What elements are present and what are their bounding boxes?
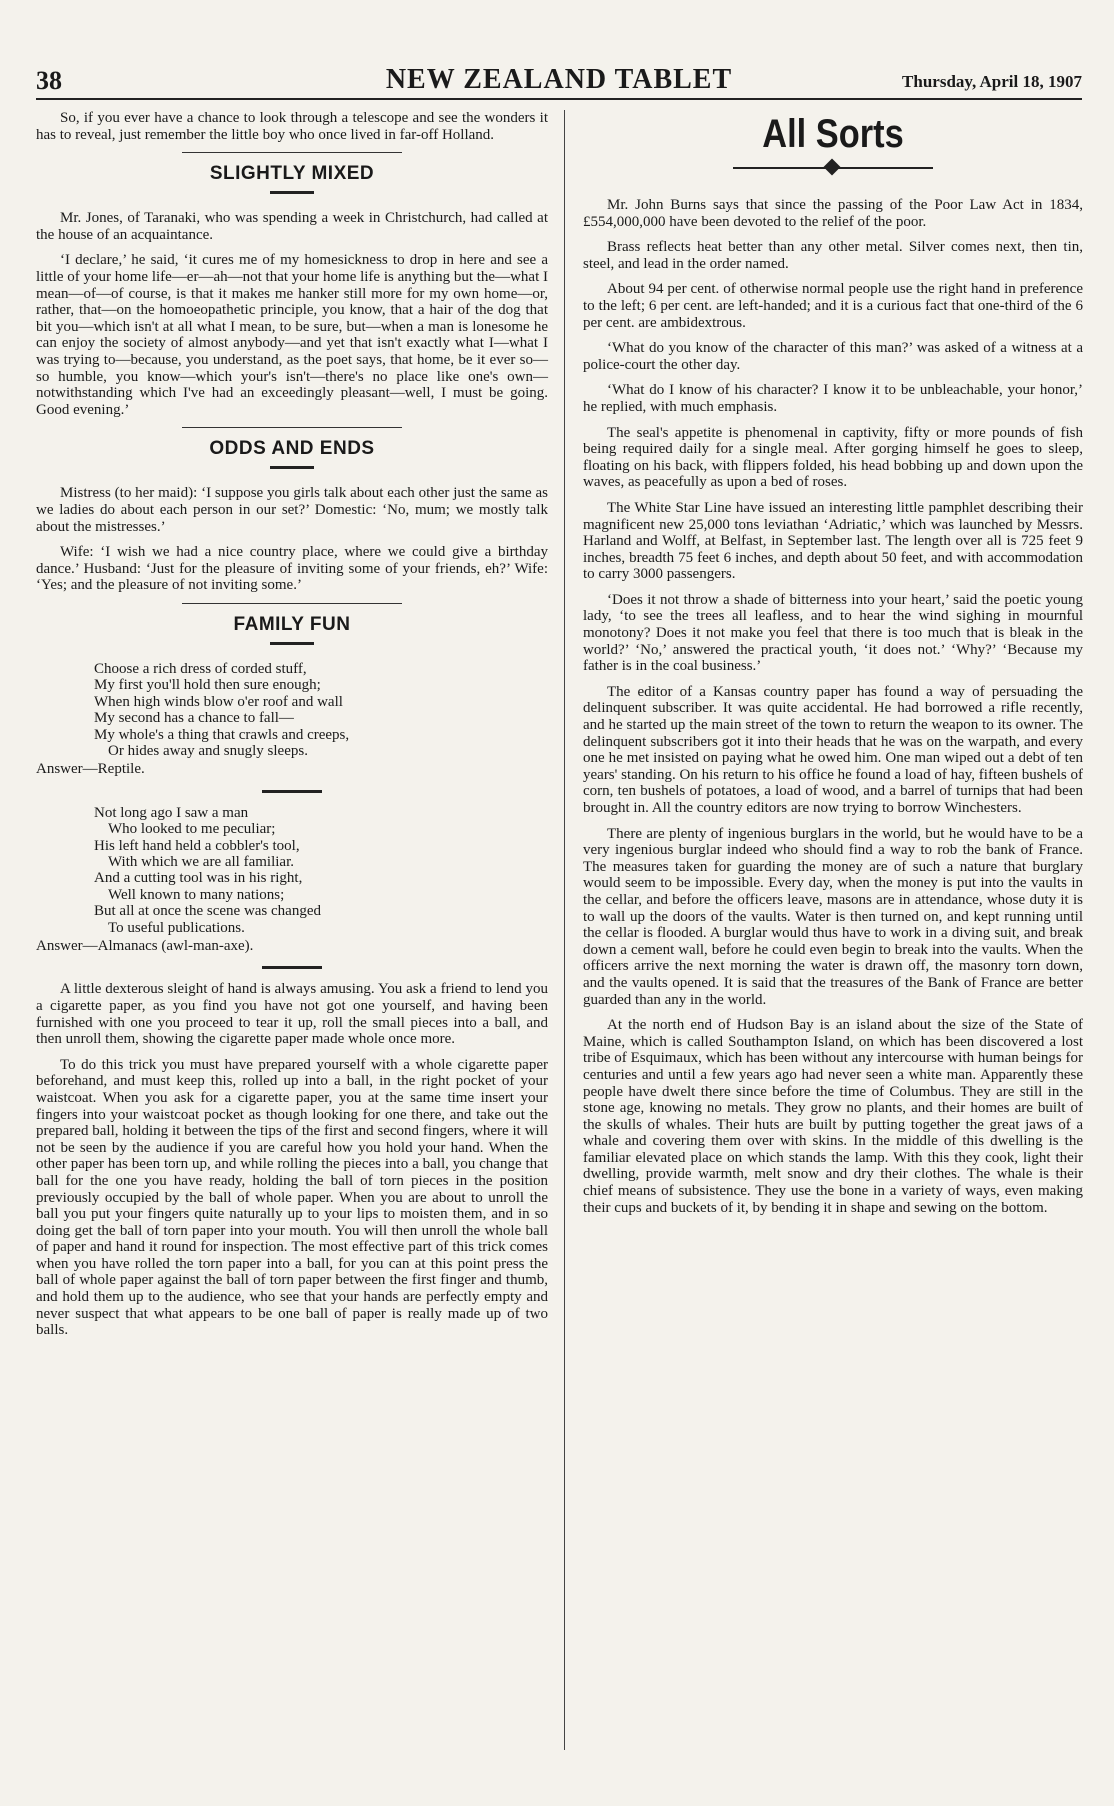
verse-line: My first you'll hold then sure enough; — [94, 677, 321, 694]
verse-line: Choose a rich dress of corded stuff, — [94, 660, 307, 677]
diamond-ornament-rule — [733, 161, 933, 175]
diamond-icon — [824, 159, 841, 176]
trick-paragraph-2: To do this trick you must have prepared yourself with a whole cigarette paper beforehand, and must keep this, rolled up into a ball, in the right pocket of your waistcoat. When you ask for a cigarette paper, you at the same time insert your fingers into your waistcoat pocket as though looking for one there, and take out the prepared ball, holding it between the tips of the first and second fingers, where it will not be seen by the audience if you are careful how you hold your hand. When the other paper has been torn up, and while rolling the pieces into a ball, you change that ball for the one you have ready, holding the ball of torn pieces in the position previously occupied by the ball of whole paper. When you are about to unroll the ball you put your fingers quite naturally up to your lips to moisten them, and in so doing get the ball of torn paper into your mouth. You will then unroll the whole ball of paper and hand it round for inspection. The most effective part of this trick comes when you have rolled the torn paper into a ball, for you can at this point press the ball of whole paper against the ball of torn paper between the first finger and thumb, and hold them up to the audience, who see that your hands are perfectly empty and never suspect that what appears to be one ball of paper is really made up of two balls. — [36, 1056, 548, 1339]
verse-line: When high winds blow o'er roof and wall — [94, 693, 343, 710]
riddle-answer-1: Answer—Reptile. — [36, 761, 145, 778]
riddle-verse-1 — [94, 661, 548, 759]
all-sorts-item: The seal's appetite is phenomenal in captivity, fifty or more pounds of fish being required daily for a single meal. After gorging himself he goes to sleep, floating on his back, with flippers folded, his head bobbing up and down upon the waves, as peacefully as upon a bed of roses. — [583, 424, 1083, 491]
family-fun-heading: FAMILY FUN — [233, 613, 351, 635]
page-number: 38 — [36, 66, 62, 95]
verse-line: With which we are all familiar. — [108, 853, 294, 870]
verse-line: Well known to many nations; — [108, 886, 285, 903]
verse-line: Who looked to me peculiar; — [108, 821, 276, 838]
section-rule — [182, 427, 402, 428]
verse-line: To useful publications. — [108, 919, 245, 936]
masthead — [36, 64, 1082, 100]
all-sorts-item: There are plenty of ingenious burglars in the world, but he would have to be a very ingenious burglar indeed who should find a way to rob the bank of France. The measures taken for guarding the money are of such a nature that burglary would seem to be impossible. Every day, when the money is put into the vaults in the cellar, and before the officers leave, masons are in attendance, whose duty it is to wall up the doors of the vaults. Water is then turned on, and kept running until the cellar is flooded. A burglar would thus have to work in a diving suit, and break down a cement wall, before he could even begin to break into the vaults. When the officers arrive the next morning the water is drawn off, the masonry torn down, and the vaults opened. It is said that the treasures of the Bank of France are better guarded than any in the world. — [583, 825, 1083, 1008]
trick-paragraph-1: A little dexterous sleight of hand is always amusing. You ask a friend to lend you a cigarette paper, as you find you have not got one yourself, and having been furnished with one you proceed to tear it up, roll the small pieces into a ball, and then unroll them, showing the cigarette paper made whole once more. — [36, 981, 548, 1048]
heading-dash — [270, 466, 314, 469]
all-sorts-item: Brass reflects heat better than any other metal. Silver comes next, then tin, steel, and lead in the order named. — [583, 239, 1083, 272]
riddle-answer-2: Answer—Almanacs (awl-man-axe). — [36, 937, 254, 954]
odds-and-ends-p1: Mistress (to her maid): ‘I suppose you girls talk about each other just the same as we ladies do about each person in our set?’ Domestic: ‘No, mum; we mostly talk about the mistresses.’ — [36, 485, 548, 535]
section-rule — [182, 603, 402, 604]
verse-line: But all at once the scene was changed — [94, 903, 321, 920]
riddle-divider — [262, 966, 322, 969]
odds-and-ends-heading: ODDS AND ENDS — [209, 438, 375, 460]
all-sorts-item: About 94 per cent. of otherwise normal people use the right hand in preference to the left; 6 per cent. are left-handed; and it is a curious fact that one-third of the 6 per cent. are ambidextrous. — [583, 281, 1083, 331]
heading-dash — [270, 642, 314, 645]
riddle-verse-2 — [94, 805, 548, 936]
verse-line: Not long ago I saw a man — [94, 804, 249, 821]
verse-line: His left hand held a cobbler's tool, — [94, 837, 300, 854]
column-divider — [564, 110, 565, 1750]
verse-line: My whole's a thing that crawls and creeps, — [94, 726, 350, 743]
slightly-mixed-p2: ‘I declare,’ he said, ‘it cures me of my homesickness to drop in here and see a little of your home life—er—ah—not that your home life is anything but the—what I mean—of—of course, is that it makes me hanker still more for my own home—or, rather, that—on the homoeopathetic principle, you know, that a hair of the dog that bit you—which isn't at all what I mean, to be sure, but—when a man is lonesome he can enjoy the society of almost anybody—and yet that isn't exactly what I—what I was trying to—because, you understand, as the poet says, that home, be it ever so—so humble, you know—which your's isn't—there's no place like one's own—notwithstanding which I've had an exceedingly pleasant—well, I must be going. Good evening.’ — [36, 252, 548, 418]
slightly-mixed-p1: Mr. Jones, of Taranaki, who was spending a week in Christchurch, had called at the house of an acquaintance. — [36, 210, 548, 243]
section-rule — [182, 152, 402, 153]
all-sorts-heading: All Sorts — [762, 112, 904, 156]
verse-line: Or hides away and snugly sleeps. — [108, 742, 308, 759]
all-sorts-item: The editor of a Kansas country paper has found a way of persuading the delinquent subscriber. It was quite accidental. He had borrowed a rifle recently, and he started up the main street of the town to return the weapon to its owner. The delinquent subscribers got it into their heads that he was on the warpath, and every one he met insisted on paying what he owed him. One man wiped out a debt of ten years' standing. On his return to his office he found a load of hay, fifteen bushels of corn, ten bushels of potatoes, a load of wood, and a barrel of turnips that had been brought in. All the country editors are now trying to borrow Winchesters. — [583, 683, 1083, 816]
odds-and-ends-p2: Wife: ‘I wish we had a nice country place, where we could give a birthday dance.’ Husband: ‘Just for the pleasure of inviting some of your friends, eh?’ Wife: ‘Yes; and the pleasure of not inviting some.’ — [36, 544, 548, 594]
slightly-mixed-heading: SLIGHTLY MIXED — [209, 163, 375, 185]
newspaper-title: NEW ZEALAND TABLET — [385, 64, 733, 95]
riddle-divider — [262, 790, 322, 793]
all-sorts-item: ‘Does it not throw a shade of bitterness into your heart,’ said the poetic young lady, ‘to see the trees all leafless, and to hear the wind sighing in mournful monotony? Does it not make you feel that there is too much that is bleak in the world?’ ‘No,’ answered the practical youth, ‘it does not.’ ‘Why?’ ‘Because my father is in the coal business.’ — [583, 591, 1083, 675]
heading-dash — [270, 191, 314, 194]
left-column — [36, 110, 548, 1348]
all-sorts-item: Mr. John Burns says that since the passing of the Poor Law Act in 1834, £554,000,000 have been devoted to the relief of the poor. — [583, 197, 1083, 230]
all-sorts-item: ‘What do you know of the character of this man?’ was asked of a witness at a police-court the other day. — [583, 340, 1083, 373]
issue-date: Thursday, April 18, 1907 — [902, 72, 1082, 91]
intro-paragraph: So, if you ever have a chance to look through a telescope and see the wonders it has to reveal, just remember the little boy who once lived in far-off Holland. — [36, 110, 548, 143]
verse-line: My second has a chance to fall— — [94, 710, 294, 727]
right-column — [583, 110, 1083, 1225]
verse-line: And a cutting tool was in his right, — [94, 870, 303, 887]
all-sorts-item: At the north end of Hudson Bay is an island about the size of the State of Maine, which is called Southampton Island, on which has been discovered a lost tribe of Esquimaux, which has been without any intercourse with human beings for centuries and until a few years ago had never seen a white man. Apparently these people have dwelt there since before the time of Columbus. They are still in the stone age, knowing no metals. They grow no plants, and their homes are built of the skulls of whales. Their huts are built by putting together the great jaws of a whale and covering them over with skins. In the middle of this dwelling is the familiar elevated place on which stands the lamp. With this they cook, light their dwelling, provide warmth, melt snow and dry their clothes. The whale is their chief means of subsistence. They use the bone in a variety of ways, even making their cups and buckets of it, by bending it in shape and sewing on the bottom. — [583, 1017, 1083, 1216]
all-sorts-item: The White Star Line have issued an interesting little pamphlet describing their magnificent new 25,000 tons leviathan ‘Adriatic,’ which was launched by Messrs. Harland and Wolff, at Belfast, in September last. The length over all is 725 feet 9 inches, breadth 75 feet 6 inches, and depth about 50 feet, and with accommodation to carry 3000 passengers. — [583, 499, 1083, 583]
all-sorts-item: ‘What do I know of his character? I know it to be unbleachable, your honor,’ he replied, with much emphasis. — [583, 382, 1083, 415]
